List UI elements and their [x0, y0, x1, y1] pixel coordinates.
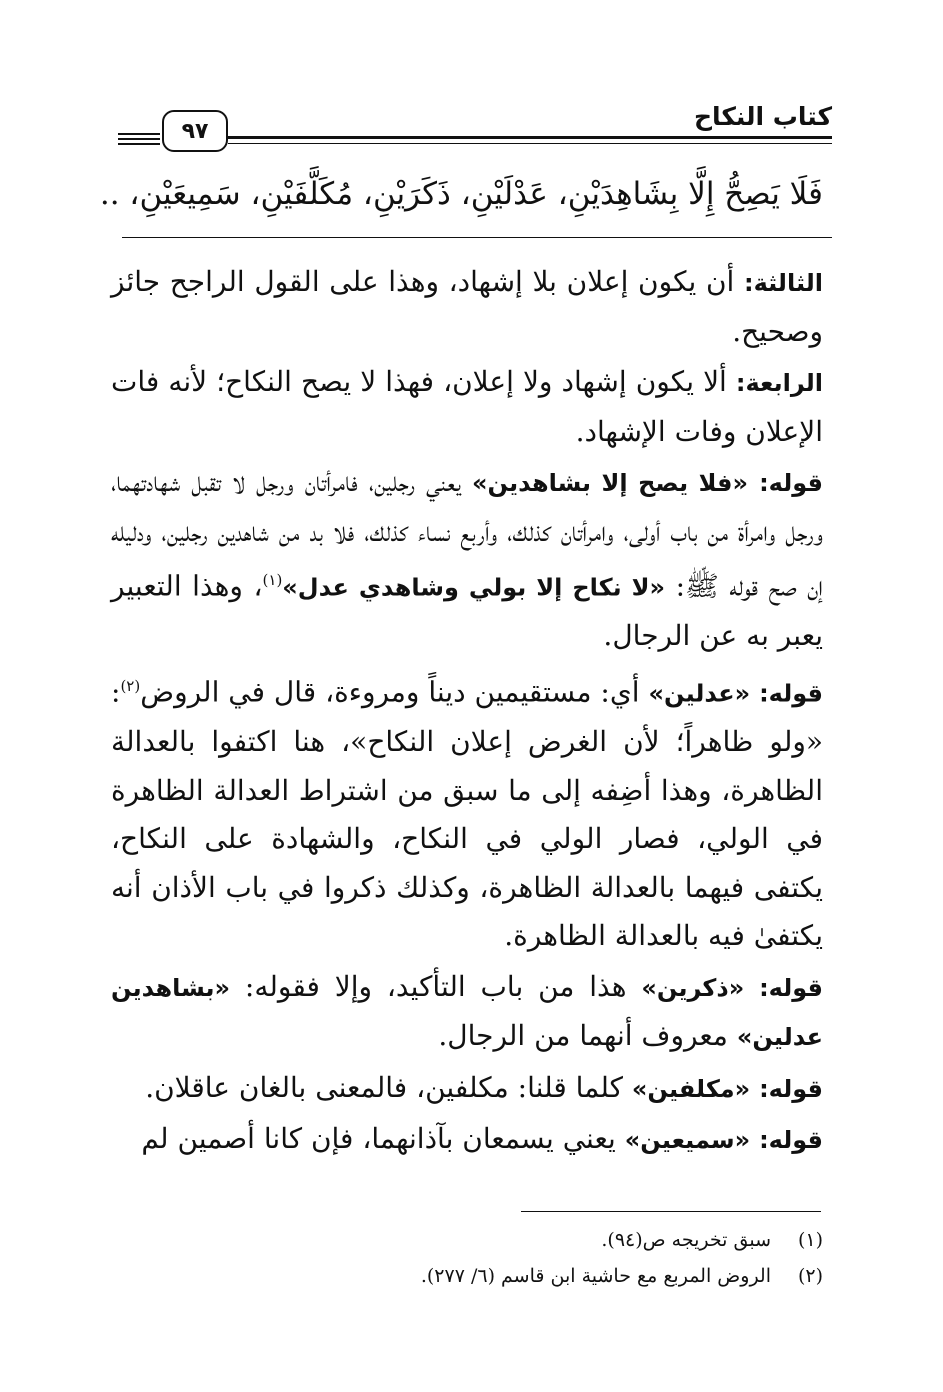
paragraph-label: قوله:	[759, 973, 823, 1002]
paragraph	[111, 1115, 823, 1165]
commentary-body	[111, 258, 823, 1167]
footnote-number: (١)	[797, 1229, 823, 1251]
header-rule-left	[118, 133, 160, 135]
paragraph-text: معروف أنهما من الرجال.	[438, 1019, 737, 1053]
paragraph-text: أن يكون إعلان بلا إشهاد، وهذا على القول الراجح جائز وصحيح.	[111, 265, 823, 348]
paragraph-text: ألا يكون إشهاد ولا إعلان، فهذا لا يصح النكاح؛ لأنه فات الإعلان وفات الإشهاد.	[111, 365, 823, 448]
footnote	[111, 1258, 823, 1294]
header-rule	[228, 136, 832, 139]
footnote-text: الروض المربع مع حاشية ابن قاسم (٦/ ٢٧٧).	[420, 1265, 771, 1287]
paragraph-text: ، وهذا التعبير يعبر به عن الرجال.	[111, 569, 823, 652]
paragraph-label: الثالثة:	[743, 269, 823, 297]
quoted-phrase: «سميعين»	[624, 1126, 751, 1155]
paragraph	[111, 258, 823, 356]
matn-divider	[122, 237, 832, 238]
paragraph-label: قوله:	[759, 469, 823, 497]
footnote	[111, 1222, 823, 1258]
header-rule-thin	[228, 143, 832, 144]
paragraph	[111, 458, 823, 660]
hadith-quote: «لا نكاح إلا بولي وشاهدي عدل»	[282, 573, 666, 602]
page-header	[118, 100, 832, 160]
paragraph-text: كلما قلنا: مكلفين، فالمعنى بالغان عاقلان.	[145, 1070, 632, 1104]
matn-text: فَلَا يَصِحُّ إِلَّا بِشَاهِدَيْنِ، عَدْلَيْنِ، ذَكَرَيْنِ، مُكَلَّفَيْنِ، سَمِيعَيْنِ، ..	[99, 176, 823, 212]
quoted-phrase: «عدلين»	[648, 679, 751, 708]
paragraph-text: هذا من باب التأكيد، وإلا فقوله:	[230, 969, 642, 1003]
quoted-phrase: «فلا يصح إلا بشاهدين»	[471, 469, 749, 497]
paragraph	[111, 358, 823, 456]
quoted-phrase: «بشاهدين عدلين»	[111, 973, 823, 1052]
paragraph-text: يعني رجلين، فامرأتان ورجل لا تقبل شهادتهما، ورجل وامرأة من باب أولى، وامرأتان كذلك، وأربع نساء كذلك، فلا بد من شاهدين رجلين، ودليله إن صح قوله ﷺ:	[111, 465, 824, 603]
page-number-box	[162, 110, 228, 152]
paragraph-label: الرابعة:	[735, 369, 823, 397]
footnote-text: سبق تخريجه ص(٩٤).	[601, 1229, 771, 1251]
paragraph-text: : «ولو ظاهراً؛ لأن الغرض إعلان النكاح»، هنا اكتفوا بالعدالة الظاهرة، وهذا أضِفه إلى ما سبق من اشتراط العدالة الظاهرة في الولي، فصار الولي في النكاح، والشهادة على النكاح، يكتفى فيهما بالعدالة الظاهرة، وكذلك ذكروا في باب الأذان أنه يكتفىٰ فيه بالعدالة الظاهرة.	[111, 675, 823, 953]
footnote-number: (٢)	[797, 1265, 823, 1287]
page-number: ٩٧	[181, 118, 209, 144]
paragraph	[111, 662, 823, 960]
footnote-ref: (١)	[262, 571, 283, 589]
quoted-phrase: «مكلفين»	[631, 1074, 751, 1103]
footnote-ref: (٢)	[120, 677, 141, 696]
quoted-phrase: «ذكرين»	[641, 973, 745, 1002]
paragraph	[111, 963, 823, 1062]
paragraph-text: أي: مستقيمين ديناً ومروءة، قال في الروض	[140, 675, 649, 709]
paragraph-label: قوله:	[759, 1074, 823, 1103]
paragraph	[111, 1064, 823, 1114]
footnote-divider	[521, 1211, 821, 1212]
paragraph-label: قوله:	[759, 1126, 823, 1155]
header-rule-left	[118, 138, 160, 140]
header-rule-left	[118, 143, 160, 145]
chapter-title: كتاب النكاح	[693, 102, 832, 131]
paragraph-text: يعني يسمعان بآذانهما، فإن كانا أصمين لم	[141, 1122, 625, 1156]
paragraph-label: قوله:	[759, 679, 823, 708]
footnotes	[111, 1222, 823, 1294]
